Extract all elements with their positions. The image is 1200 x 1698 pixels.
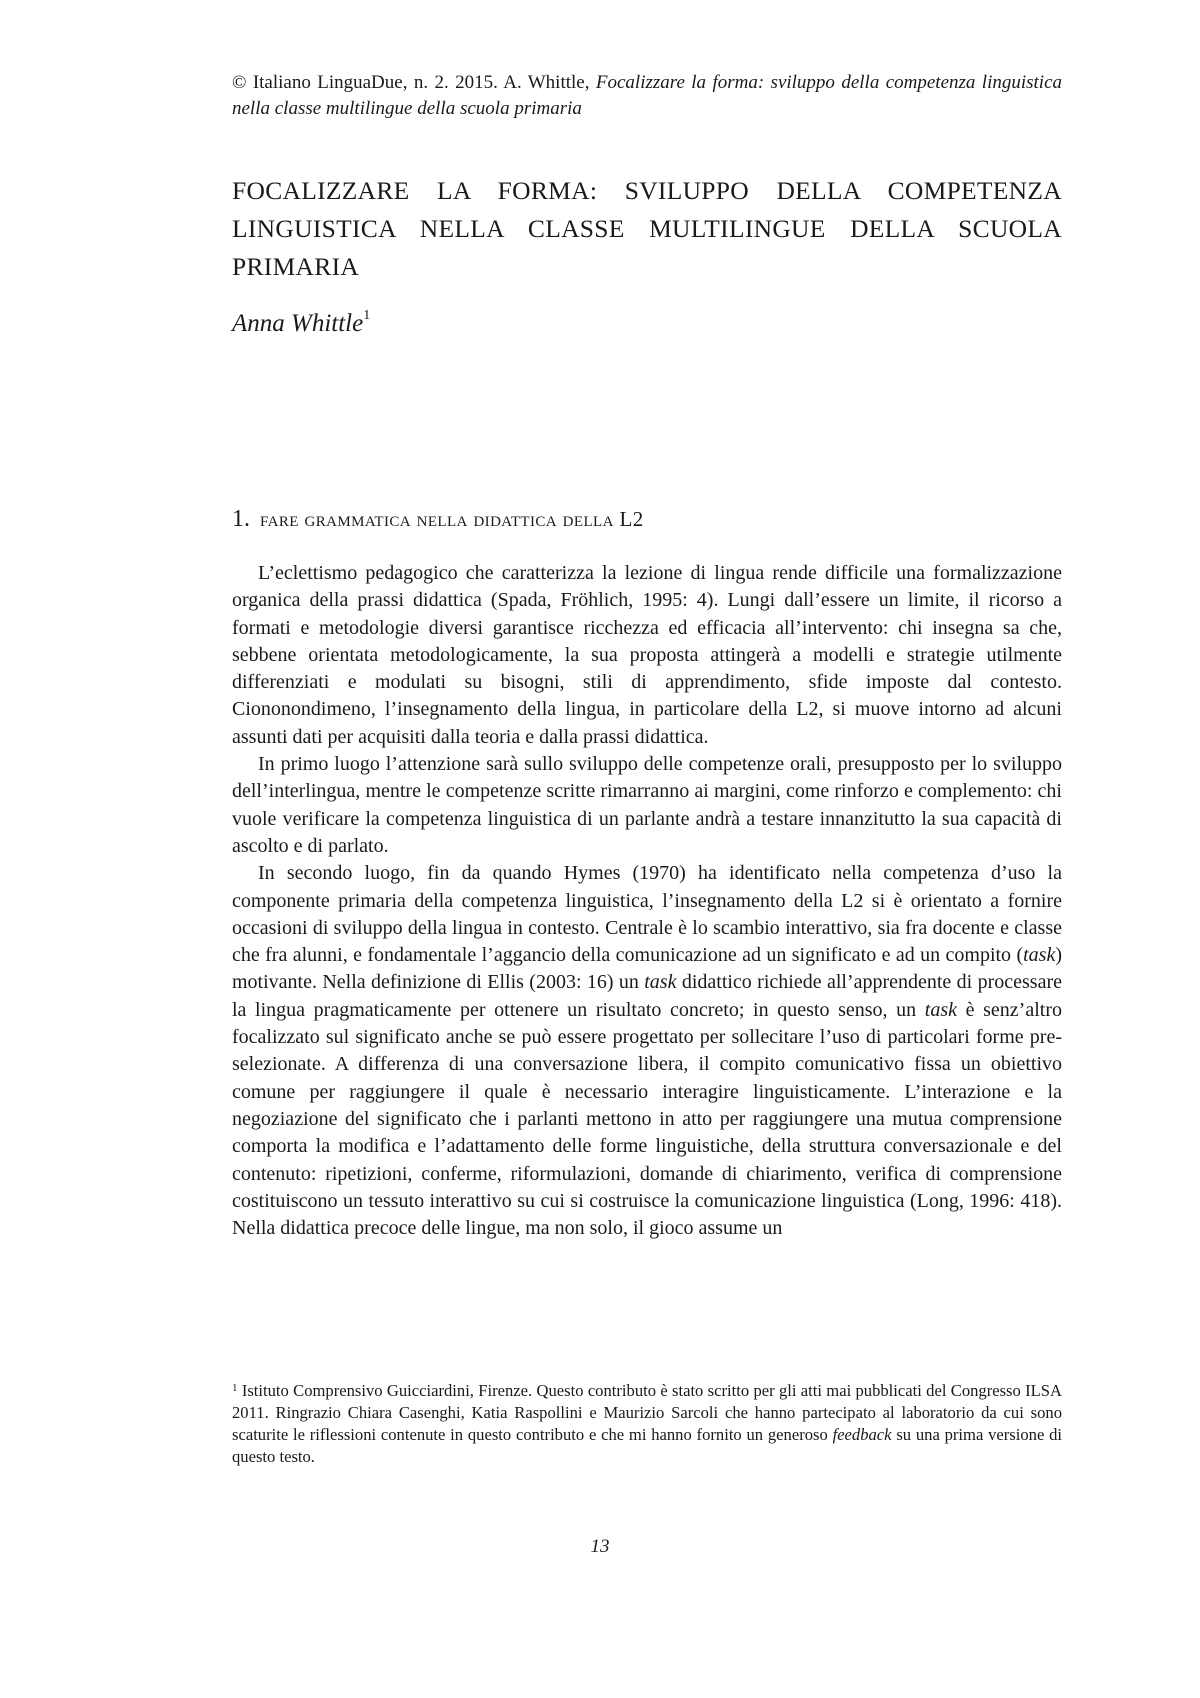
paragraph-3 (232, 860, 1062, 1242)
paragraph-3-part-d: è senz’altro focalizzato sul significato anche se può essere progettato per sollecitare l’uso di particolari forme pre-selezionate. A differenza di una conversazione libera, il compito comunicativo fissa un obiettivo comune per raggiungere il quale è necessario interagire linguisticamente. L’interazione e la negoziazione del significato che i parlanti mettono in atto per raggiungere una mutua comprensione comporta la modifica e l’adattamento delle forme linguistiche, della struttura conversazionale e del contenuto: ripetizioni, conferme, riformulazioni, domande di chiarimento, verifica di comprensione costituiscono un tessuto interattivo su cui si costruisce la comunicazione linguistica (Long, 1996: 418). Nella didattica precoce delle lingue, ma non solo, il gioco assume un (232, 998, 1062, 1240)
footnote-text-a: Istituto Comprensivo Guicciardini, Firenze. Questo contributo è stato scritto per gli atti mai pubblicati del Congresso ILSA 2011. Ringrazio Chiara Casenghi, Katia Raspollini e Maurizio Sarcoli che hanno partecipato al laboratorio da cui sono scaturite le riflessioni contenute in questo contributo e che mi hanno fornito un generoso (232, 1381, 1062, 1444)
section-number: 1. (232, 506, 250, 532)
paragraph-1: L’eclettismo pedagogico che caratterizza la lezione di lingua rende difficile una formalizzazione organica della prassi didattica (Spada, Fröhlich, 1995: 4). Lungi dall’essere un limite, il ricorso a formati e metodologie diversi garantisce ricchezza ed efficacia all’intervento: chi insegna sa che, sebbene orientata metodologicamente, la sua proposta attingerà a modelli e strategie utilmente differenziati e modulati su bisogni, stili di apprendimento, sfide imposte dal contesto. Ciononondimeno, l’insegnamento della lingua, in particolare della L2, si muove intorno ad alcuni assunti dati per acquisiti dalla teoria e dalla prassi didattica. (232, 562, 1062, 748)
paragraph-3-part-c: didattico richiede all’apprendente di processare la lingua pragmaticamente per ottenere un risultato concreto; in questo senso, un (232, 971, 1062, 1021)
body-text (232, 560, 1062, 1242)
task-term-3: task (924, 998, 957, 1021)
running-header (232, 70, 1062, 122)
paragraph-3-part-b: ) motivante. Nella definizione di Ellis (2003: 16) un (232, 944, 1062, 994)
section-title: fare grammatica nella didattica della L2 (260, 507, 644, 531)
paragraph-2: In primo luogo l’attenzione sarà sullo sviluppo delle competenze orali, presupposto per lo sviluppo dell’interlingua, mentre le competenze scritte rimarranno ai margini, come rinforzo e complemento: chi vuole verificare la competenza linguistica di un parlante andrà a testare innanzitutto la sua capacità di ascolto e di parlato. (232, 753, 1062, 857)
author-name: Anna Whittle (232, 310, 364, 337)
author-footnote-mark[interactable]: 1 (363, 308, 371, 323)
footnote-feedback-term: feedback (832, 1425, 892, 1444)
task-term-2: task (644, 971, 677, 994)
task-term-1: task (1023, 944, 1056, 967)
footnote (232, 1380, 1062, 1468)
section-heading (232, 505, 644, 533)
author-line (232, 308, 370, 340)
header-article-title: Focalizzare la forma: sviluppo della competenza linguistica nella classe multilingue della scuola primaria (232, 72, 1063, 119)
header-citation: © Italiano LinguaDue, n. 2. 2015. A. Whittle, (232, 72, 596, 93)
paragraph-3-part-a: In secondo luogo, fin da quando Hymes (1970) ha identificato nella competenza d’uso la componente primaria della competenza linguistica, l’insegnamento della L2 si è orientato a fornire occasioni di sviluppo della lingua in contesto. Centrale è lo scambio interattivo, sia fra docente e classe che fra alunni, e fondamentale l’aggancio della comunicazione ad un significato e ad un compito ( (232, 862, 1062, 967)
footnote-text-b: su una prima versione di questo testo. (232, 1425, 1062, 1466)
page-number: 13 (590, 1536, 610, 1557)
footnote-mark: 1 (232, 1382, 238, 1394)
article-title: FOCALIZZARE LA FORMA: SVILUPPO DELLA COMPETENZA LINGUISTICA NELLA CLASSE MULTILINGUE DELLA SCUOLA PRIMARIA (232, 176, 1062, 281)
